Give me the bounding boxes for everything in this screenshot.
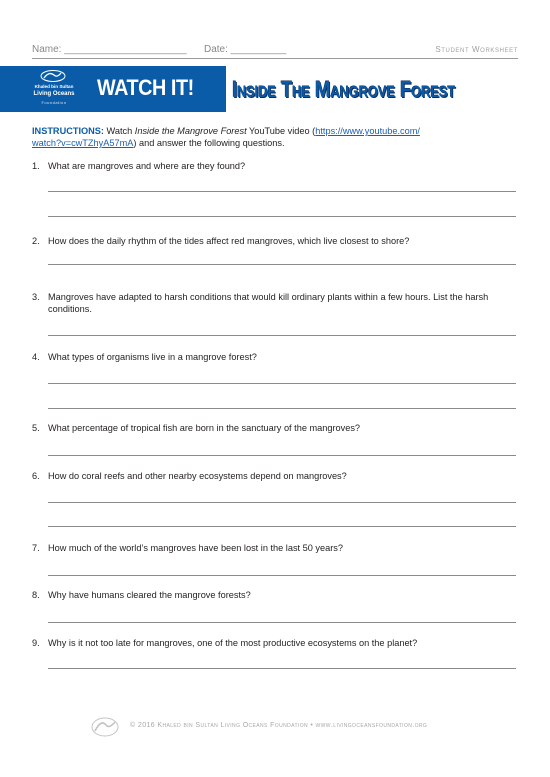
answer-line[interactable] xyxy=(48,191,516,192)
instructions-video-title: Inside the Mangrove Forest xyxy=(134,126,247,136)
question-text: What types of organisms live in a mangrove forest? xyxy=(48,352,257,362)
worksheet-label: Student Worksheet xyxy=(435,45,518,54)
video-title-heading: Inside The Mangrove Forest xyxy=(232,76,456,102)
logo-text-line3: Foundation xyxy=(41,100,67,105)
question-number: 2. xyxy=(32,236,40,246)
answer-line[interactable] xyxy=(48,216,516,217)
logo-text-line1: Khaled bin Sultan xyxy=(34,84,74,89)
question-text: Mangroves have adapted to harsh conditions that would kill ordinary plants within a few hours. List the harsh conditions. xyxy=(48,292,489,314)
question-number: 3. xyxy=(32,292,40,302)
question-text: Why have humans cleared the mangrove forests? xyxy=(48,590,251,600)
question-number: 8. xyxy=(32,590,40,600)
question-number: 1. xyxy=(32,161,40,171)
answer-line[interactable] xyxy=(48,335,516,336)
answer-line[interactable] xyxy=(48,668,516,669)
foundation-logo xyxy=(28,70,80,108)
instructions-text-1: Watch xyxy=(103,126,135,136)
question-number: 7. xyxy=(32,543,40,553)
question-text: What percentage of tropical fish are born in the sanctuary of the mangroves? xyxy=(48,423,361,433)
youtube-link-part2[interactable]: watch?v=cwTZhyA57mA xyxy=(32,138,134,148)
foundation-wave-icon xyxy=(90,716,120,738)
question-text: How do coral reefs and other nearby ecosystems depend on mangroves? xyxy=(48,471,347,481)
question-number: 6. xyxy=(32,471,40,481)
answer-line[interactable] xyxy=(48,575,516,576)
question-text: How much of the world’s mangroves have been lost in the last 50 years? xyxy=(48,543,344,553)
question-text: What are mangroves and where are they found? xyxy=(48,161,246,171)
footer xyxy=(90,716,450,738)
youtube-link-part1[interactable]: https://www.youtube.com/ xyxy=(315,126,420,136)
wave-logo-icon xyxy=(40,70,66,82)
answer-line[interactable] xyxy=(48,622,516,623)
instructions xyxy=(32,125,502,149)
question-text: Why is it not too late for mangroves, one of the most productive ecosystems on the planet? xyxy=(48,638,418,648)
answer-line[interactable] xyxy=(48,526,516,527)
footer-copyright: © 2016 Khaled bin Sultan Living Oceans Foundation • www.livingoceansfoundation.org xyxy=(130,722,428,729)
watch-it-banner xyxy=(0,66,226,112)
answer-line[interactable] xyxy=(48,408,516,409)
answer-line[interactable] xyxy=(48,383,516,384)
instructions-text-3: ) and answer the following questions. xyxy=(133,138,285,148)
instructions-label: INSTRUCTIONS: xyxy=(32,126,104,136)
question-number: 4. xyxy=(32,352,40,362)
date-field-label: Date: __________ xyxy=(204,44,287,55)
instructions-text-2: YouTube video ( xyxy=(246,126,316,136)
logo-text-line2: Living Oceans xyxy=(33,91,75,97)
answer-line[interactable] xyxy=(48,502,516,503)
watch-it-heading: WATCH IT! xyxy=(97,75,194,100)
question-number: 9. xyxy=(32,638,40,648)
question-number: 5. xyxy=(32,423,40,433)
answer-line[interactable] xyxy=(48,264,516,265)
name-field-label: Name: ______________________ xyxy=(32,44,187,55)
question-text: How does the daily rhythm of the tides affect red mangroves, which live closest to shore? xyxy=(48,236,410,246)
header-divider xyxy=(32,58,518,59)
answer-line[interactable] xyxy=(48,455,516,456)
